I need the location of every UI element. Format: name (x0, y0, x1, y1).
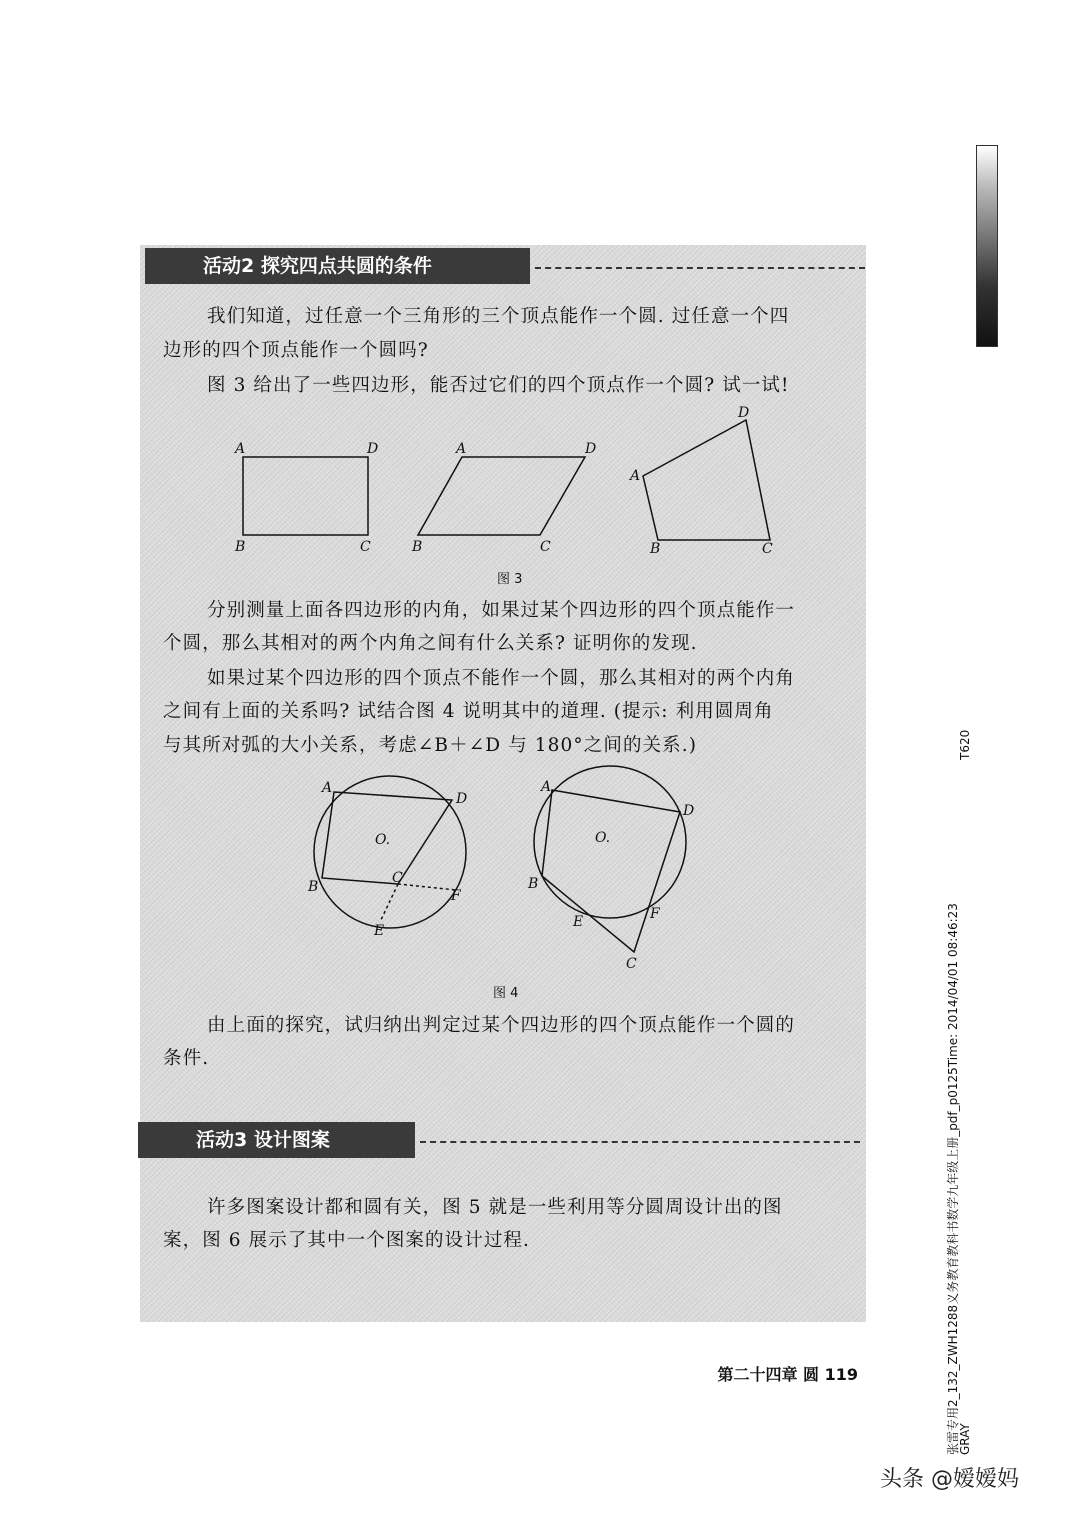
figure-4-left (314, 776, 466, 928)
paragraph-line: 条件. (163, 1048, 210, 1069)
svg-text:A: A (235, 441, 246, 457)
svg-text:B: B (235, 539, 246, 555)
svg-text:C: C (540, 539, 551, 555)
parallelogram-abcd (418, 457, 585, 535)
svg-text:B: B (650, 541, 661, 557)
figure-3-labels (233, 405, 773, 557)
svg-text:O.: O. (375, 832, 391, 848)
svg-text:B: B (528, 876, 539, 892)
svg-text:D: D (585, 441, 597, 457)
svg-text:B: B (412, 539, 423, 555)
activity2-heading: 活动2 探究四点共圆的条件 (145, 248, 530, 284)
svg-text:C: C (762, 541, 773, 557)
svg-text:C: C (626, 956, 637, 972)
svg-text:A: A (630, 468, 641, 484)
rectangle-abcd (243, 457, 368, 535)
scan-info: 张雷专用2_132_ZWH1288义务教育教科书数学九年级上册_pdf_p0125Time: 2014/04/01 08:46:23 (946, 903, 960, 1455)
activity3-heading: 活动3 设计图案 (138, 1122, 415, 1158)
svg-text:F: F (650, 906, 660, 922)
svg-text:D: D (738, 405, 750, 421)
svg-text:D: D (683, 803, 695, 819)
svg-text:C: C (360, 539, 371, 555)
svg-text:D: D (367, 441, 379, 457)
scan-code: T620 (958, 729, 972, 760)
watermark: 头条 @嫒嫒妈 (880, 1467, 1019, 1492)
figure-4-labels (307, 779, 694, 972)
paragraph-line: 如果过某个四边形的四个顶点不能作一个圆，那么其相对的两个内角 (207, 668, 796, 689)
figure-3 (243, 420, 770, 540)
svg-text:O.: O. (595, 830, 611, 846)
figure-4-caption: 图 4 (493, 986, 519, 1001)
paragraph-line: 案，图 6 展示了其中一个图案的设计过程. (163, 1230, 531, 1251)
svg-text:B: B (308, 879, 319, 895)
svg-text:C: C (392, 870, 403, 886)
paragraph-line: 边形的四个顶点能作一个圆吗? (163, 340, 429, 361)
svg-text:D: D (456, 791, 468, 807)
svg-text:F: F (451, 888, 461, 904)
paragraph-line: 分别测量上面各四边形的内角，如果过某个四边形的四个顶点能作一 (207, 600, 796, 621)
svg-text:A: A (456, 441, 467, 457)
quadrilateral-abcd (643, 420, 770, 540)
figure-4-right (534, 766, 686, 952)
scan-mode: GRAY (958, 1423, 972, 1455)
paragraph-line: 图 3 给出了一些四边形，能否过它们的四个顶点作一个圆? 试一试! (207, 375, 790, 396)
figure-3-caption: 图 3 (497, 572, 523, 587)
paragraph-line: 与其所对弧的大小关系，考虑∠B＋∠D 与 180°之间的关系.) (163, 735, 698, 756)
svg-text:E: E (374, 923, 385, 939)
page-footer: 第二十四章 圆 119 (717, 1365, 858, 1384)
heading-divider (420, 1141, 860, 1143)
paragraph-line: 个圆，那么其相对的两个内角之间有什么关系? 证明你的发现. (163, 633, 698, 654)
svg-text:A: A (322, 780, 333, 796)
paragraph-line: 由上面的探究，试归纳出判定过某个四边形的四个顶点能作一个圆的 (207, 1015, 796, 1036)
svg-text:E: E (573, 914, 584, 930)
paragraph-line: 许多图案设计都和圆有关，图 5 就是一些利用等分圆周设计出的图 (207, 1197, 783, 1218)
paragraph-line: 我们知道，过任意一个三角形的三个顶点能作一个圆. 过任意一个四 (207, 306, 790, 327)
svg-text:A: A (541, 779, 552, 795)
paragraph-line: 之间有上面的关系吗? 试结合图 4 说明其中的道理. (提示: 利用圆周角 (163, 701, 774, 722)
